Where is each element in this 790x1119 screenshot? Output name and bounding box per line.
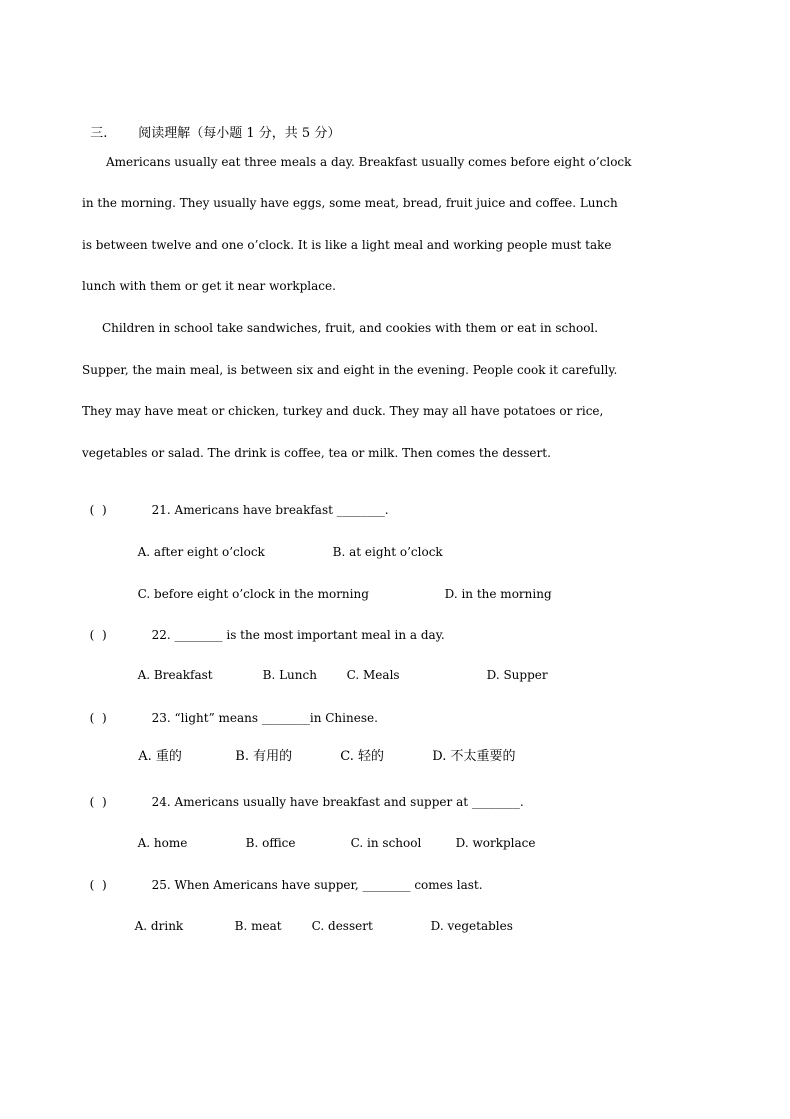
question-23	[82, 694, 378, 726]
option-d[interactable]: D. vegetables	[430, 919, 513, 933]
question-stem: 22. ________ is the most important meal in a day.	[151, 628, 445, 642]
option-a[interactable]: A. drink	[134, 919, 184, 933]
question-22	[82, 611, 445, 643]
option-c[interactable]: C. Meals	[346, 668, 400, 682]
passage-line: They may have meat or chicken, turkey and duck. They may all have potatoes or rice,	[82, 404, 604, 418]
passage-line: Supper, the main meal, is between six and eight in the evening. People cook it carefully.	[82, 363, 618, 377]
answer-blank[interactable]: ( )	[89, 628, 107, 642]
section-title: 阅读理解（每小题 1 分，共 5 分）	[138, 126, 341, 141]
option-d[interactable]: D. 不太重要的	[432, 749, 516, 764]
option-b[interactable]: B. 有用的	[235, 749, 293, 764]
question-stem: 25. When Americans have supper, ________ comes last.	[151, 878, 483, 892]
options-row	[130, 819, 535, 851]
option-d[interactable]: D. workplace	[455, 836, 536, 850]
options-row	[130, 528, 443, 560]
section-number: 三.	[90, 126, 108, 141]
passage-line: vegetables or salad. The drink is coffee, tea or milk. Then comes the dessert.	[82, 446, 551, 460]
options-row	[130, 570, 552, 602]
passage-line: is between twelve and one o’clock. It is like a light meal and working people must take	[82, 238, 612, 252]
option-c[interactable]: C. in school	[350, 836, 422, 850]
question-stem: 24. Americans usually have breakfast and supper at ________.	[151, 795, 524, 809]
option-d[interactable]: D. in the morning	[444, 587, 552, 601]
passage-line: lunch with them or get it near workplace.	[82, 279, 336, 293]
question-25	[82, 861, 483, 893]
option-b[interactable]: B. meat	[234, 919, 282, 933]
option-a[interactable]: A. home	[137, 836, 188, 850]
option-b[interactable]: B. office	[245, 836, 296, 850]
answer-blank[interactable]: ( )	[89, 878, 107, 892]
question-stem: 23. “light” means ________in Chinese.	[151, 711, 378, 725]
answer-blank[interactable]: ( )	[89, 711, 107, 725]
options-row	[127, 902, 513, 934]
option-c[interactable]: C. 轻的	[340, 749, 385, 764]
passage-line: Americans usually eat three meals a day. Breakfast usually comes before eight o’clock	[106, 155, 632, 169]
section-heading	[82, 110, 340, 142]
option-d[interactable]: D. Supper	[486, 668, 548, 682]
options-row	[130, 651, 548, 683]
option-b[interactable]: B. at eight o’clock	[332, 545, 443, 559]
question-24	[82, 778, 524, 810]
question-stem: 21. Americans have breakfast ________.	[151, 503, 389, 517]
option-b[interactable]: B. Lunch	[262, 668, 317, 682]
answer-blank[interactable]: ( )	[89, 795, 107, 809]
options-row	[130, 733, 516, 765]
option-a[interactable]: A. 重的	[138, 749, 182, 764]
option-c[interactable]: C. before eight o’clock in the morning	[137, 587, 369, 601]
answer-blank[interactable]: ( )	[89, 503, 107, 517]
passage-line: in the morning. They usually have eggs, some meat, bread, fruit juice and coffee. Lunch	[82, 196, 618, 210]
option-a[interactable]: A. Breakfast	[137, 668, 213, 682]
option-c[interactable]: C. dessert	[311, 919, 373, 933]
option-a[interactable]: A. after eight o’clock	[137, 545, 265, 559]
question-21	[82, 486, 389, 518]
passage-line: Children in school take sandwiches, fruit, and cookies with them or eat in school.	[102, 321, 599, 335]
